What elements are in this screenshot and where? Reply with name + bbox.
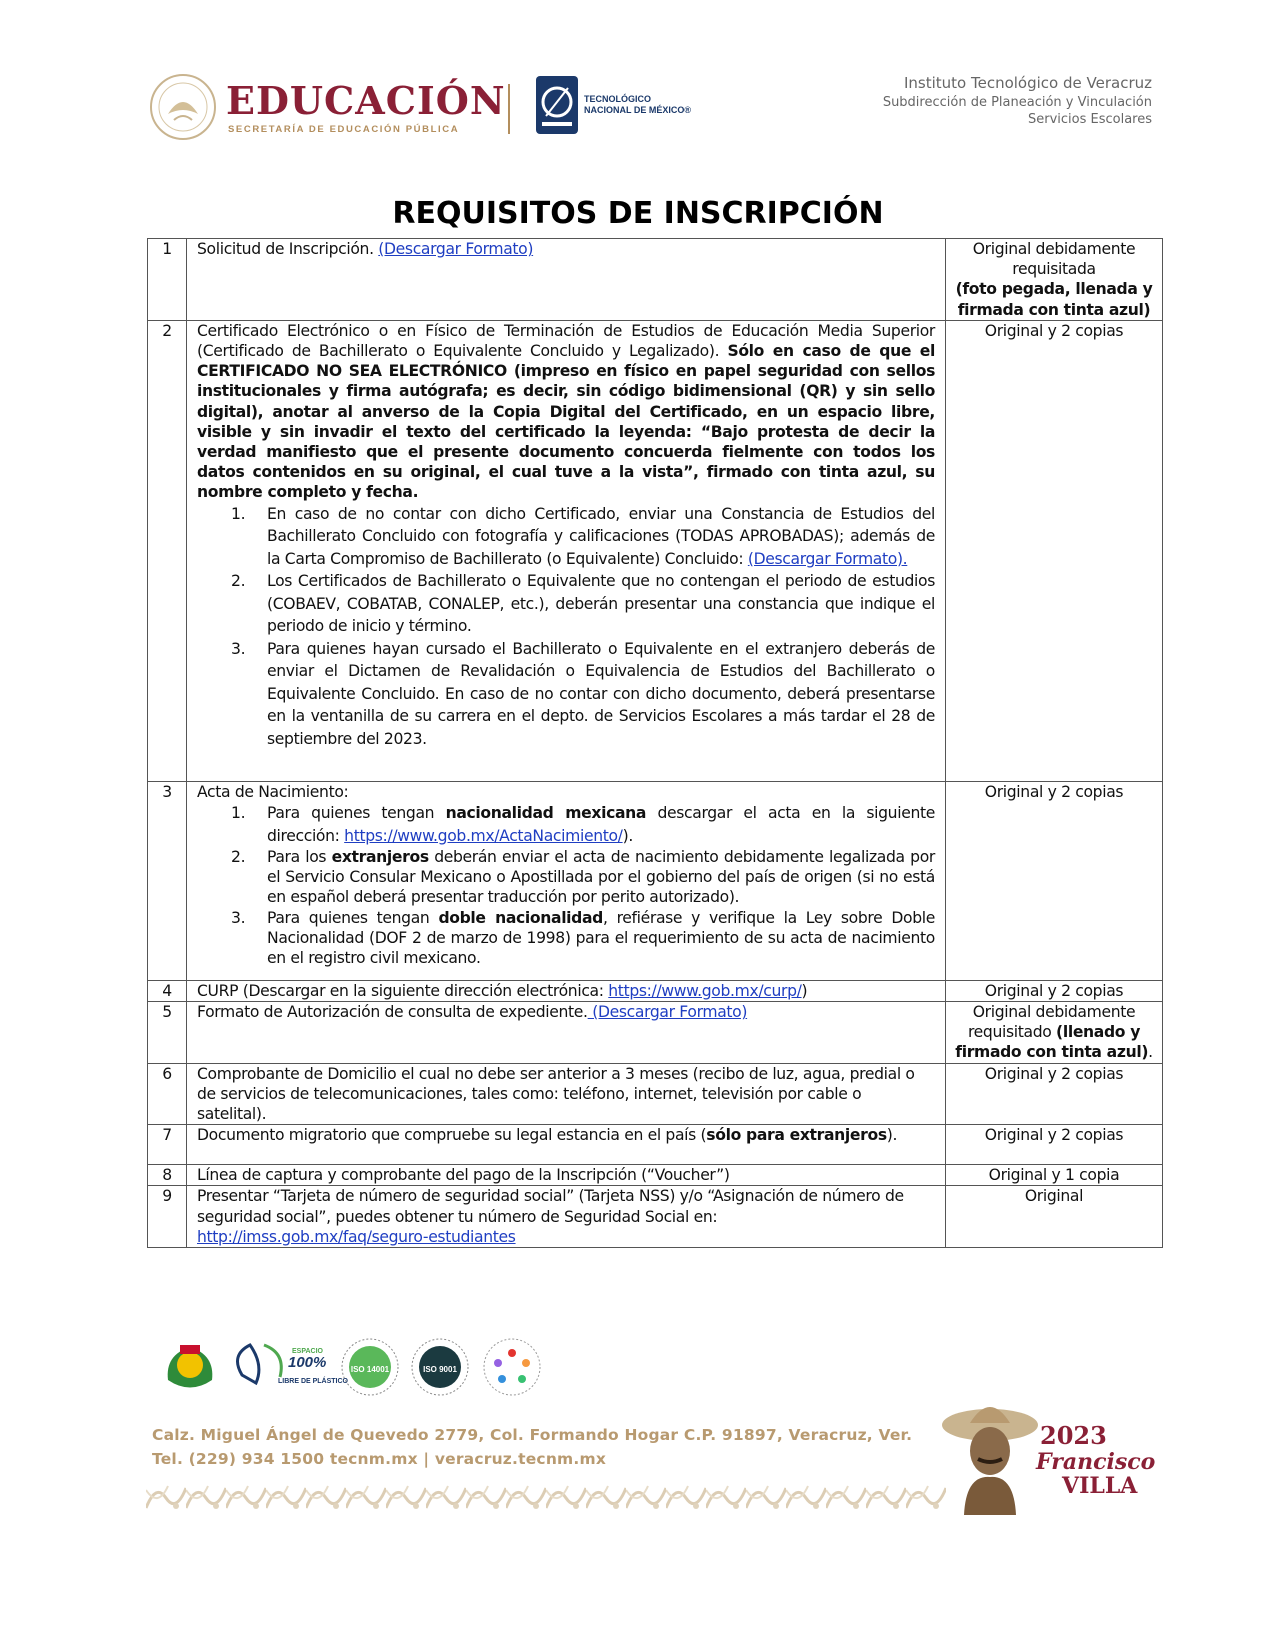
row-number: 5: [148, 1002, 187, 1064]
iso-9001-text: ISO 9001: [423, 1365, 457, 1374]
list-item-text: Para quienes tengan: [267, 804, 446, 823]
requirement-bold: (llenado y firmado con tinta azul): [955, 1023, 1149, 1062]
tecnm-logo-line-1: TECNOLÓGICO: [584, 94, 651, 104]
plastic-badge-text-1: ESPACIO: [292, 1348, 323, 1355]
footer-certification-logos: [160, 1325, 560, 1405]
row-requirement: Original y 2 copias: [946, 980, 1163, 1001]
list-item-text: En caso de no contar con dicho Certificado, enviar una Constancia de Estudios del Bachillerato Concluido con fotografía y calificaciones (TODAS APROBADAS); además de la Carta Compromiso de Bachillerato (o Equivalente) Concluido:: [267, 504, 935, 568]
itv-emblem-icon: [168, 1345, 213, 1388]
acta-nacimiento-link[interactable]: https://www.gob.mx/ActaNacimiento/: [344, 826, 623, 845]
list-item-number: 3.: [231, 908, 246, 927]
row-description: [187, 781, 946, 980]
list-item-text: Para quienes hayan cursado el Bachillerato o Equivalente en el extranjero deberás de enviar el Dictamen de Revalidación o Equivalencia de Estudios del Bachillerato o Equivalente Concluido. En caso de no contar con dicho documento, deberá presentarse en la ventanilla de su carrera en el depto. de Servicios Escolares a más tardar el 28 de septiembre del 2023.: [267, 639, 935, 748]
row-requirement: Original y 2 copias: [946, 1125, 1163, 1165]
row-text: Solicitud de Inscripción.: [197, 240, 379, 258]
tecnm-logo-line-2: NACIONAL DE MÉXICO: [584, 105, 685, 115]
curp-link[interactable]: https://www.gob.mx/curp/: [608, 981, 802, 1000]
list-item: [197, 503, 935, 571]
table-row: [148, 1063, 1163, 1125]
tecnm-gear-icon: [532, 72, 582, 138]
list-item-number: 2.: [231, 572, 246, 591]
row-text: Formato de Autorización de consulta de expediente.: [197, 1003, 588, 1022]
sep-logo-subtitle: SECRETARÍA DE EDUCACIÓN PÚBLICA: [228, 124, 460, 135]
plastic-badge-text-2: 100%: [288, 1354, 327, 1371]
list-item-bold: extranjeros: [331, 848, 429, 867]
escudo-nacional-icon: [148, 72, 218, 142]
row-number: 7: [148, 1125, 187, 1165]
row-requirement: Original: [946, 1186, 1163, 1248]
tecnm-logo-text: TECNOLÓGICO NACIONAL DE MÉXICO®: [584, 94, 691, 115]
list-item-text: Para los: [267, 848, 332, 867]
list-item-text: Los Certificados de Bachillerato o Equivalente que no contengan el periodo de estudios (COBAEV, COBATAB, CONALEP, etc.), deberán presentar una constancia que indique el periodo de inicio y término.: [267, 572, 935, 636]
list-item-text: ).: [622, 826, 633, 845]
list-item: [197, 908, 935, 969]
institution-name: Instituto Tecnológico de Veracruz: [903, 74, 1152, 92]
requirement-text: .: [1148, 1043, 1153, 1062]
plastic-badge-text-3: LIBRE DE PLÁSTICO: [278, 1378, 349, 1385]
list-item: [197, 802, 935, 847]
list-item-number: 3.: [231, 639, 246, 658]
row-description: [187, 320, 946, 781]
row-requirement: Original y 1 copia: [946, 1165, 1163, 1186]
list-item: [197, 570, 935, 638]
row-text: Acta de Nacimiento:: [197, 782, 349, 801]
row-text: CURP (Descargar en la siguiente dirección electrónica:: [197, 981, 609, 1000]
iso-14001-badge-icon: [342, 1339, 398, 1395]
row-text: Presentar “Tarjeta de número de seguridad social” (Tarjeta NSS) y/o “Asignación de número de seguridad social”, puedes obtener tu número de Seguridad Social en:: [197, 1187, 904, 1226]
requirement-text: requisitado: [967, 1023, 1057, 1042]
equality-badge-icon: [484, 1339, 540, 1395]
decorative-greca: [146, 1478, 946, 1518]
row-number: 4: [148, 980, 187, 1001]
certification-badges: [160, 1325, 560, 1405]
list-item-text: Para quienes tengan: [267, 908, 439, 927]
row-description: [187, 239, 946, 321]
row-text-end: ): [801, 981, 808, 1000]
row-text: Certificado Electrónico o en Físico de Terminación de Estudios de Educación Media Superior (Certificado de Bachillerato o Equivalente Concluido y Legalizado).: [197, 321, 935, 361]
row-bold-text: sólo para extranjeros: [706, 1126, 887, 1145]
table-row: [148, 239, 1163, 321]
download-format-link[interactable]: (Descargar Formato).: [747, 549, 908, 568]
list-item-number: 1.: [231, 504, 246, 523]
villa-name: Francisco: [1036, 1449, 1156, 1475]
tecnm-logo: [532, 72, 702, 142]
list-item-text: , refiérase y verifique la Ley sobre Doble Nacionalidad (DOF 2 de marzo de 1998) para el requerimiento de su acta de nacimiento en el registro civil mexicano.: [267, 908, 935, 968]
row-number: 3: [148, 781, 187, 980]
requirement-text: Original debidamente requisitada: [972, 240, 1136, 279]
row-description: [187, 1002, 946, 1064]
row-description: Línea de captura y comprobante del pago de la Inscripción (“Voucher”): [187, 1165, 946, 1186]
sub-list: [197, 802, 935, 968]
row-description: Comprobante de Domicilio el cual no debe ser anterior a 3 meses (recibo de luz, agua, predial o de servicios de telecomunicaciones, tales como: teléfono, internet, televisión por cable o satelital).: [187, 1063, 946, 1125]
table-row: [148, 1002, 1163, 1064]
row-requirement: Original y 2 copias: [946, 1063, 1163, 1125]
footer-contact: Tel. (229) 934 1500 tecnm.mx | veracruz.tecnm.mx: [152, 1450, 607, 1468]
download-format-link[interactable]: (Descargar Formato): [378, 240, 534, 258]
list-item-bold: doble nacionalidad: [438, 908, 603, 927]
table-row: [148, 320, 1163, 781]
row-description: [187, 1186, 946, 1248]
row-number: 2: [148, 320, 187, 781]
row-number: 9: [148, 1186, 187, 1248]
row-requirement: Original y 2 copias: [946, 781, 1163, 980]
list-item: [197, 847, 935, 908]
row-requirement: Original y 2 copias: [946, 320, 1163, 781]
row-text-end: ).: [886, 1126, 898, 1145]
sub-list: [197, 503, 935, 751]
sep-logo: [148, 72, 506, 142]
sep-logo-word: EDUCACIÓN: [226, 78, 506, 123]
row-number: 8: [148, 1165, 187, 1186]
row-description: [187, 980, 946, 1001]
table-row: [148, 781, 1163, 980]
iso-9001-badge-icon: [412, 1339, 468, 1395]
table-row: [148, 1125, 1163, 1165]
list-item-number: 2.: [231, 848, 246, 867]
row-requirement: [946, 239, 1163, 321]
row-text: Documento migratorio que compruebe su legal estancia en el país (: [197, 1126, 707, 1145]
requirement-bold: (foto pegada, llenada y firmada con tinta azul): [955, 280, 1153, 319]
villa-lastname: VILLA: [1062, 1473, 1138, 1499]
download-format-link[interactable]: (Descargar Formato): [587, 1003, 748, 1022]
row-requirement: [946, 1002, 1163, 1064]
iso-14001-text: ISO 14001: [350, 1365, 390, 1374]
list-item-text: descargar el acta en la siguiente dirección:: [267, 804, 935, 845]
list-item-bold: nacionalidad mexicana: [445, 804, 647, 823]
table-row: [148, 980, 1163, 1001]
row-description: [187, 1125, 946, 1165]
plastic-free-badge-icon: [238, 1345, 349, 1385]
requirement-text: Original debidamente: [972, 1003, 1136, 1022]
list-item-number: 1.: [231, 804, 246, 823]
row-number: 6: [148, 1063, 187, 1125]
table-row: [148, 1186, 1163, 1248]
row-bold-text: Sólo en caso de que el CERTIFICADO NO SEA ELECTRÓNICO (impreso en físico en papel seguridad con sellos institucionales y firma autógrafa; es decir, sin código bidimensional (QR) y sin sello digital), anotar al anverso de la Copia Digital del Certificado, en un espacio libre, visible y sin invadir el texto del certificado la leyenda: “Bajo protesta de decir la verdad manifiesto que el presente documento concuerda fielmente con todos los datos contenidos en su original, el cual tuve a la vista”, firmado con tinta azul, su nombre completo y fecha.: [197, 342, 936, 502]
imss-link[interactable]: http://imss.gob.mx/faq/seguro-estudiantes: [197, 1227, 516, 1246]
row-number: 1: [148, 239, 187, 321]
francisco-villa-logo: [940, 1395, 1160, 1515]
villa-portrait-icon: [940, 1395, 1040, 1515]
page-title: REQUISITOS DE INSCRIPCIÓN: [392, 196, 884, 231]
list-item-text: deberán enviar el acta de nacimiento debidamente legalizada por el Servicio Consular Mexicano o Apostillada por el gobierno del país de origen (si no está en español deberá presentar traducción por perito autorizado).: [267, 848, 935, 907]
villa-year: 2023: [1040, 1421, 1107, 1450]
table-row: [148, 1165, 1163, 1186]
list-item: [197, 638, 935, 751]
requirements-table: [147, 238, 1163, 1248]
servicios-name: Servicios Escolares: [1027, 112, 1152, 127]
subdireccion-name: Subdirección de Planeación y Vinculación: [882, 95, 1152, 110]
logo-divider: [508, 84, 510, 134]
footer-address: Calz. Miguel Ángel de Quevedo 2779, Col. Formando Hogar C.P. 91897, Veracruz, Ver.: [152, 1426, 913, 1444]
